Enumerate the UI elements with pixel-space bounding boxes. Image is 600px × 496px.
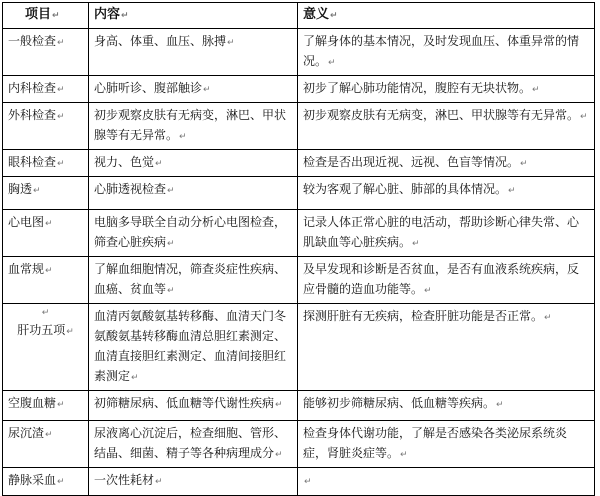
- paragraph-mark: ↵: [52, 11, 60, 21]
- paragraph-mark: ↵: [57, 112, 65, 122]
- row-meaning: 检查身体代谢功能，了解是否感染各类泌尿系统炎症，肾脏炎症等。↵: [298, 421, 595, 468]
- paragraph-mark: ↵: [57, 477, 65, 487]
- row-item: 尿沉渣↵: [3, 421, 89, 468]
- header-meaning-label: 意义: [303, 7, 330, 22]
- row-item: [3, 304, 89, 391]
- row-content: 电脑多导联全自动分析心电图检查，筛查心脏疾病↵: [89, 210, 298, 257]
- paragraph-mark: ↵: [155, 159, 163, 169]
- row-content: 心肺听诊、腹部触诊↵: [89, 76, 298, 103]
- paragraph-mark: ↵: [400, 450, 408, 460]
- row-content: 血清丙氨酸氨基转移酶、血清天门冬氨酸氨基转移酶血清总胆红素测定、血清直接胆红素测定、血清间接胆红素测定↵: [89, 304, 298, 391]
- paragraph-mark: ↵: [203, 85, 211, 95]
- paragraph-mark: ↵: [532, 85, 540, 95]
- row-item: 血常规↵: [3, 257, 89, 304]
- paragraph-mark: ↵: [33, 186, 41, 196]
- row-item-label: 肝功五项: [17, 323, 66, 337]
- table-row: [3, 177, 595, 210]
- paragraph-mark: ↵: [66, 327, 74, 337]
- health-checkup-table: [2, 2, 595, 496]
- table-row: [3, 391, 595, 421]
- header-content-label: 内容: [94, 7, 121, 22]
- paragraph-mark: ↵: [424, 286, 432, 296]
- table-row: [3, 103, 595, 150]
- paragraph-mark: ↵: [41, 308, 50, 318]
- row-meaning: 初步观察皮肤有无病变，淋巴、甲状腺等有无异常。↵: [298, 103, 595, 150]
- table-row: [3, 29, 595, 76]
- paragraph-mark: ↵: [275, 450, 283, 460]
- row-item: 外科检查↵: [3, 103, 89, 150]
- row-content: 身高、体重、血压、脉搏↵: [89, 29, 298, 76]
- paragraph-mark: ↵: [544, 313, 552, 323]
- paragraph-mark: ↵: [45, 430, 53, 440]
- table-row: [3, 76, 595, 103]
- header-item: [3, 3, 89, 29]
- table-header-row: [3, 3, 595, 29]
- row-meaning: 较为客观了解心脏、肺部的具体情况。↵: [298, 177, 595, 210]
- paragraph-mark: ↵: [167, 286, 175, 296]
- row-meaning: 能够初步筛糖尿病、低血糖等疾病。↵: [298, 391, 595, 421]
- paragraph-mark: ↵: [328, 58, 336, 68]
- row-content: 了解血细胞情况，筛查炎症性疾病、血癌、贫血等↵: [89, 257, 298, 304]
- paragraph-mark: ↵: [57, 400, 65, 410]
- paragraph-mark: ↵: [57, 38, 65, 48]
- row-item: 胸透↵: [3, 177, 89, 210]
- row-item: 空腹血糖↵: [3, 391, 89, 421]
- row-content: 初筛糖尿病、低血糖等代谢性疾病↵: [89, 391, 298, 421]
- paragraph-mark: ↵: [520, 159, 528, 169]
- paragraph-mark: ↵: [227, 38, 235, 48]
- row-meaning: 检查是否出现近视、远视、色盲等情况。↵: [298, 150, 595, 177]
- row-meaning: 初步了解心肺功能情况，腹腔有无块状物。↵: [298, 76, 595, 103]
- paragraph-mark: ↵: [155, 477, 163, 487]
- row-content: 心肺透视检查↵: [89, 177, 298, 210]
- paragraph-mark: ↵: [121, 11, 129, 21]
- row-item: 眼科检查↵: [3, 150, 89, 177]
- paragraph-mark: ↵: [496, 400, 504, 410]
- paragraph-mark: ↵: [179, 132, 187, 142]
- table-row: [3, 210, 595, 257]
- row-meaning: 及早发现和诊断是否贫血，是否有血液系统疾病，反应骨髓的造血功能等。↵: [298, 257, 595, 304]
- table-row: [3, 150, 595, 177]
- row-item: 一般检查↵: [3, 29, 89, 76]
- paragraph-mark: ↵: [167, 186, 175, 196]
- row-meaning: 记录人体正常心脏的电活动，帮助诊断心律失常、心肌缺血等心脏疾病。↵: [298, 210, 595, 257]
- paragraph-mark: ↵: [275, 400, 283, 410]
- paragraph-mark: ↵: [580, 112, 588, 122]
- header-item-label: 项目: [25, 7, 52, 22]
- row-meaning: 探测肝脏有无疾病，检查肝脏功能是否正常。↵: [298, 304, 595, 391]
- table-row: [3, 304, 595, 391]
- header-content: [89, 3, 298, 29]
- paragraph-mark: ↵: [131, 373, 139, 383]
- header-meaning: [298, 3, 595, 29]
- paragraph-mark: ↵: [508, 186, 516, 196]
- paragraph-mark: ↵: [57, 85, 65, 95]
- paragraph-mark: ↵: [57, 159, 65, 169]
- row-item: 内科检查↵: [3, 76, 89, 103]
- row-item: 静脉采血↵: [3, 468, 89, 496]
- row-content: 初步观察皮肤有无病变，淋巴、甲状腺等有无异常。↵: [89, 103, 298, 150]
- paragraph-mark: ↵: [412, 239, 420, 249]
- paragraph-mark: ↵: [45, 219, 53, 229]
- table-row: [3, 257, 595, 304]
- table-row: [3, 468, 595, 496]
- row-meaning: [298, 468, 595, 496]
- paragraph-mark: ↵: [45, 266, 53, 276]
- row-content: 一次性耗材↵: [89, 468, 298, 496]
- paragraph-mark: ↵: [330, 11, 338, 21]
- row-item: 心电图↵: [3, 210, 89, 257]
- paragraph-mark: ↵: [304, 477, 312, 487]
- table-row: [3, 421, 595, 468]
- row-meaning: 了解身体的基本情况，及时发现血压、体重异常的情况。↵: [298, 29, 595, 76]
- row-content: 视力、色觉↵: [89, 150, 298, 177]
- row-content: 尿液离心沉淀后，检查细胞、管形、结晶、细菌、精子等各种病理成分↵: [89, 421, 298, 468]
- paragraph-mark: ↵: [167, 239, 175, 249]
